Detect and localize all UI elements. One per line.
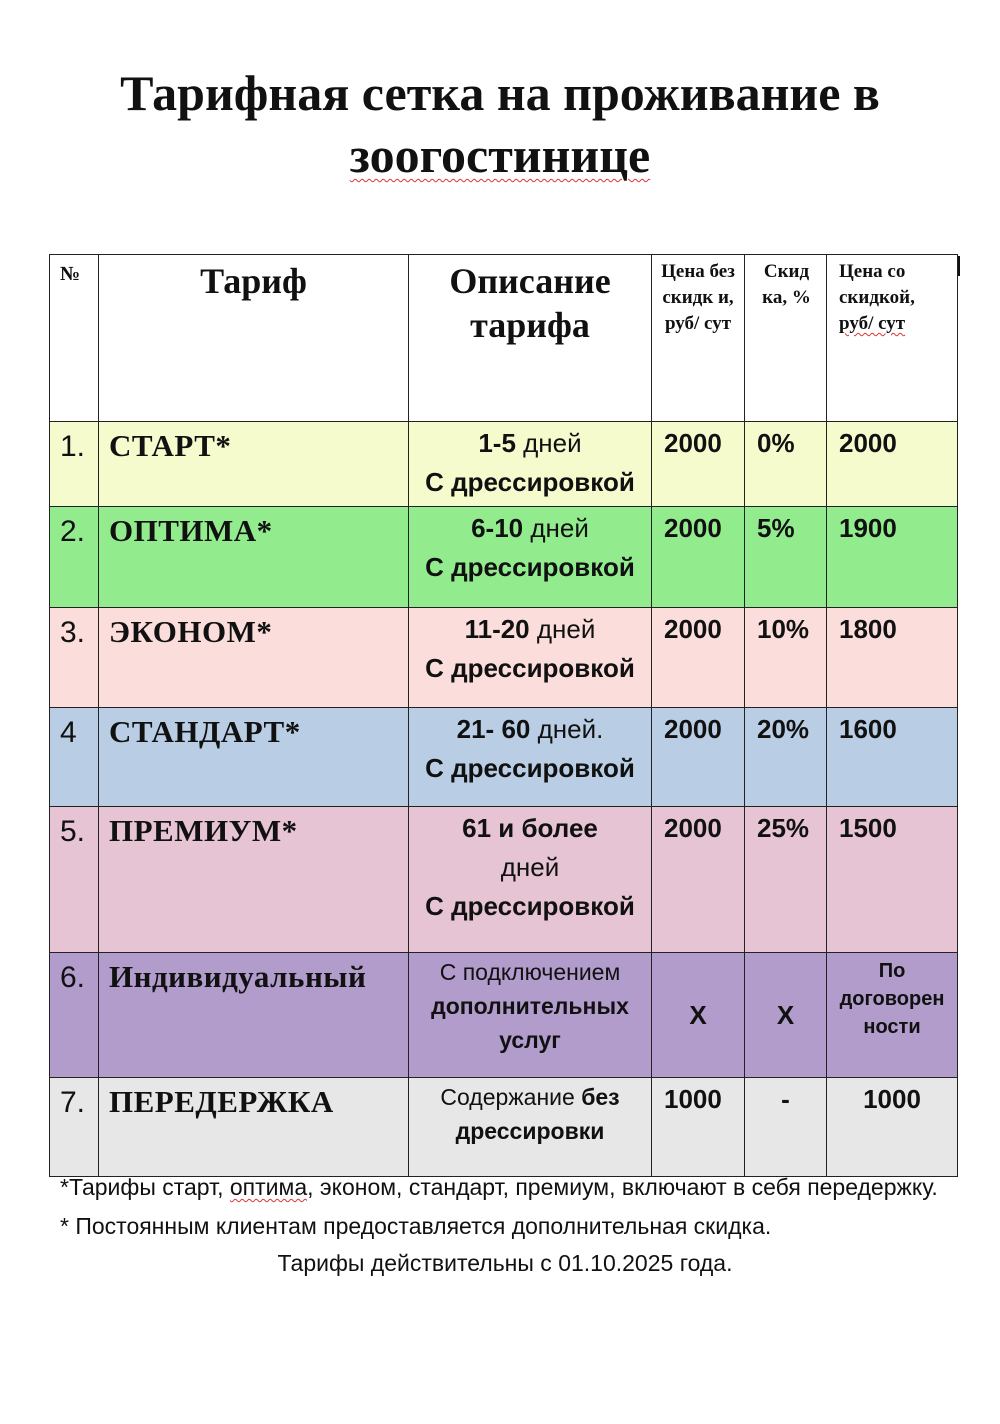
desc-training: С дрессировкой: [425, 753, 635, 783]
table-row: [50, 953, 958, 1078]
tariff-description: [409, 507, 652, 608]
tariff-name: ПЕРЕДЕРЖКА: [99, 1078, 409, 1177]
price-no-discount: 2000: [652, 608, 745, 708]
desc-line3: услуг: [499, 1027, 561, 1053]
discount-percent: 25%: [745, 807, 827, 953]
row-num: 3.: [50, 608, 99, 708]
desc-days-text: дней: [523, 513, 589, 543]
price-no-discount: 1000: [652, 1078, 745, 1177]
price-with-discount: 1600: [827, 708, 958, 807]
desc-days-text: дней: [515, 428, 582, 458]
tariff-name: ЭКОНОМ*: [99, 608, 409, 708]
desc-days-text: дней: [500, 852, 560, 882]
tariff-name: Индивидуальный: [99, 953, 409, 1078]
discount-percent: 10%: [745, 608, 827, 708]
desc-days-text: дней: [529, 614, 596, 644]
desc-line1-bold: без: [581, 1084, 620, 1110]
desc-days-bold: 11-20: [464, 614, 530, 644]
table-row: [50, 708, 958, 807]
price-no-discount: 2000: [652, 507, 745, 608]
price-with-discount: 1500: [827, 807, 958, 953]
discount-percent: -: [745, 1078, 827, 1177]
row-num: 2.: [50, 507, 99, 608]
header-discount: Скид ка, %: [745, 255, 827, 422]
desc-training: С дрессировкой: [425, 467, 635, 497]
tariff-name: СТАРТ*: [99, 422, 409, 507]
table-row: [50, 608, 958, 708]
tariff-description: [409, 953, 652, 1078]
table-row: [50, 422, 958, 507]
tariff-name: СТАНДАРТ*: [99, 708, 409, 807]
desc-days-bold: 6-10: [471, 513, 524, 543]
row-num: 5.: [50, 807, 99, 953]
desc-training: С дрессировкой: [425, 653, 635, 683]
header-price-no-discount: Цена без скидк и, руб/ сут: [652, 255, 745, 422]
header-description: Описание тарифа: [409, 255, 652, 422]
footnote-1-part-a: *Тарифы старт,: [60, 1174, 230, 1200]
page-title-line2: зоогостинице: [349, 127, 651, 183]
footnotes: [60, 1170, 950, 1281]
header-price-discount: [827, 255, 958, 422]
footnote-1-part-c: , эконом, стандарт, премиум, включают в себя передержку.: [307, 1174, 938, 1200]
desc-days-text: дней.: [530, 714, 604, 744]
footnote-1: [60, 1170, 950, 1205]
desc-training: С дрессировкой: [425, 552, 635, 582]
price-no-discount: 2000: [652, 708, 745, 807]
discount-percent: 20%: [745, 708, 827, 807]
price-with-discount: 2000: [827, 422, 958, 507]
desc-days-bold: 21- 60: [456, 714, 531, 744]
price-with-discount: 1800: [827, 608, 958, 708]
desc-days-bold: 61 и более: [462, 813, 598, 843]
price-no-discount: 2000: [652, 422, 745, 507]
page-title-line1: Тарифная сетка на проживание в: [120, 65, 880, 121]
discount-percent: Х: [745, 953, 827, 1078]
price-with-discount: По договорен ности: [827, 953, 958, 1078]
tariff-description: [409, 1078, 652, 1177]
desc-line1: С подключением: [439, 959, 621, 985]
page-title: [0, 62, 1000, 186]
table-row: [50, 807, 958, 953]
header-price-discount-line2: руб/ сут: [839, 313, 906, 334]
desc-line1: Содержание: [440, 1084, 575, 1110]
price-no-discount: 2000: [652, 807, 745, 953]
price-with-discount: 1000: [827, 1078, 958, 1177]
desc-days-bold: 1-5: [478, 428, 516, 458]
validity-note: Тарифы действительны с 01.10.2025 года.: [277, 1250, 733, 1276]
row-num: 1.: [50, 422, 99, 507]
discount-percent: 0%: [745, 422, 827, 507]
desc-line2: дополнительных: [431, 993, 629, 1019]
tariff-description: [409, 422, 652, 507]
header-tariff: Тариф: [99, 255, 409, 422]
discount-percent: 5%: [745, 507, 827, 608]
table-row: [50, 507, 958, 608]
footnote-1-part-b: оптима: [229, 1174, 308, 1200]
tariff-name: ПРЕМИУМ*: [99, 807, 409, 953]
footnote-2: * Постоянным клиентам предоставляется дополнительная скидка.: [60, 1213, 772, 1239]
tariff-description: [409, 807, 652, 953]
tariff-description: [409, 608, 652, 708]
row-num: 7.: [50, 1078, 99, 1177]
desc-training: С дрессировкой: [425, 891, 635, 921]
tariff-table: [49, 254, 958, 1177]
table-header-row: [50, 255, 958, 422]
header-num: №: [50, 255, 99, 422]
tariff-name: ОПТИМА*: [99, 507, 409, 608]
row-num: 4: [50, 708, 99, 807]
price-with-discount: 1900: [827, 507, 958, 608]
table-row: [50, 1078, 958, 1177]
header-price-discount-line1: Цена со скидкой,: [839, 261, 915, 308]
price-no-discount: Х: [652, 953, 745, 1078]
row-num: 6.: [50, 953, 99, 1078]
tariff-description: [409, 708, 652, 807]
desc-line2: дрессировки: [455, 1118, 605, 1144]
